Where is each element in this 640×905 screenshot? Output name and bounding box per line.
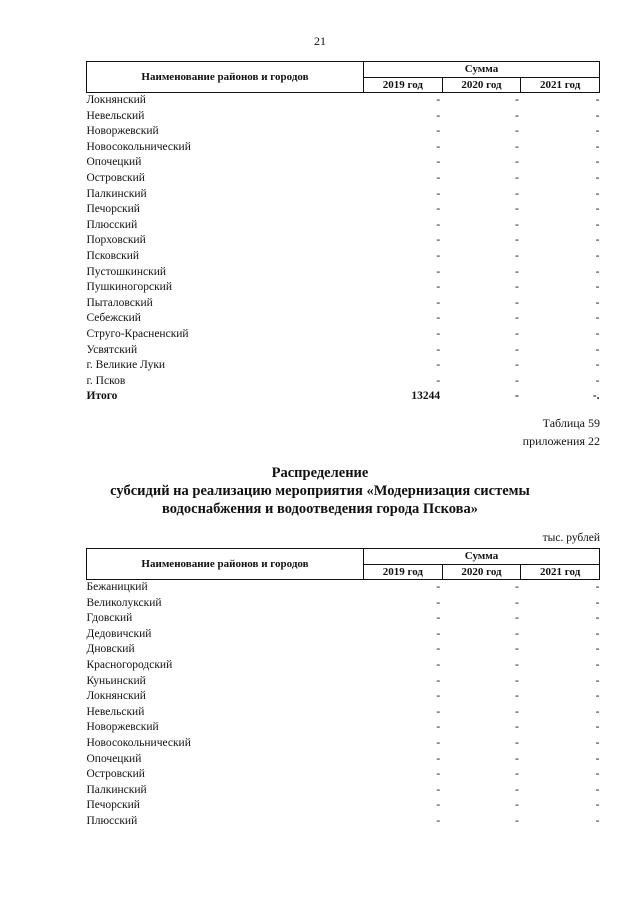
cell-2021: -: [595, 249, 600, 262]
table-row: [87, 311, 600, 327]
districts-table-1: [86, 61, 600, 405]
cell-name: Порховский: [86, 234, 146, 247]
table-row: [87, 689, 600, 705]
table-row: [87, 627, 600, 643]
cell-2019: -: [436, 581, 441, 593]
districts-table-2: [86, 548, 600, 830]
cell-2019: -: [436, 343, 441, 356]
cell-2019: -: [436, 218, 441, 231]
cell-2021: -: [595, 203, 600, 216]
cell-2021: -: [595, 171, 600, 184]
table-row: [87, 93, 600, 109]
cell-name: Невельский: [86, 705, 145, 718]
cell-name: Островский: [86, 768, 145, 781]
table-row: [87, 202, 600, 218]
cell-2019: -: [436, 94, 441, 106]
cell-2019: -: [436, 799, 441, 812]
table-row: [87, 736, 600, 752]
cell-2021: -: [595, 814, 600, 827]
column-header-2021: 2021 год: [521, 77, 600, 93]
cell-2021: -: [595, 187, 600, 200]
total-cell-name: Итого: [86, 390, 118, 403]
table-1-body: [87, 93, 600, 405]
cell-2020: -: [514, 296, 519, 309]
table-row: [87, 596, 600, 612]
total-cell-2019: 13244: [411, 390, 441, 403]
column-header-sum: Сумма: [364, 62, 600, 78]
cell-name: Новосокольнический: [86, 140, 191, 153]
cell-2020: -: [514, 643, 519, 656]
cell-2020: -: [514, 783, 519, 796]
table-row: [87, 658, 600, 674]
cell-2020: -: [514, 612, 519, 625]
cell-2020: -: [514, 768, 519, 781]
cell-name: Великолукский: [86, 596, 162, 609]
cell-name: Новосокольнический: [86, 736, 191, 749]
cell-2019: -: [436, 690, 441, 703]
table-row: [87, 752, 600, 768]
cell-name: Опочецкий: [86, 752, 142, 765]
cell-2020: -: [514, 814, 519, 827]
cell-2020: -: [514, 721, 519, 734]
table-row: [87, 155, 600, 171]
cell-2021: -: [595, 612, 600, 625]
cell-2020: -: [514, 674, 519, 687]
cell-2019: -: [436, 596, 441, 609]
table-number-label: Таблица 59: [542, 416, 600, 430]
cell-name: Невельский: [86, 109, 145, 122]
total-cell-2021: -.: [592, 390, 600, 403]
cell-2021: -: [595, 705, 600, 718]
cell-2019: -: [436, 643, 441, 656]
cell-name: Пустошкинский: [86, 265, 167, 278]
cell-2020: -: [514, 690, 519, 703]
cell-name: Печорский: [86, 799, 140, 812]
cell-name: Новоржевский: [86, 125, 159, 138]
cell-2020: -: [514, 752, 519, 765]
cell-2020: -: [514, 799, 519, 812]
cell-2021: -: [595, 156, 600, 169]
cell-2021: -: [595, 327, 600, 340]
cell-2020: -: [514, 736, 519, 749]
cell-2020: -: [514, 218, 519, 231]
cell-2020: -: [514, 156, 519, 169]
cell-2020: -: [514, 109, 519, 122]
cell-2021: -: [595, 234, 600, 247]
cell-2020: -: [514, 581, 519, 593]
table-row: [87, 358, 600, 374]
cell-2020: -: [514, 94, 519, 106]
cell-name: Пушкиногорский: [86, 281, 172, 294]
cell-2021: -: [595, 140, 600, 153]
table-row: [87, 767, 600, 783]
cell-2019: -: [436, 814, 441, 827]
cell-2019: -: [436, 296, 441, 309]
cell-name: г. Псков: [86, 374, 126, 387]
table-row: [87, 140, 600, 156]
total-row: [87, 389, 600, 405]
column-header-name: Наименование районов и городов: [87, 549, 364, 580]
cell-name: Плюсский: [86, 814, 138, 827]
cell-name: Палкинский: [86, 783, 147, 796]
cell-2020: -: [514, 705, 519, 718]
cell-2021: -: [595, 752, 600, 765]
cell-2020: -: [514, 249, 519, 262]
cell-2021: -: [595, 218, 600, 231]
cell-2019: -: [436, 721, 441, 734]
units-label: тыс. рублей: [542, 532, 600, 544]
cell-2019: -: [436, 705, 441, 718]
cell-2021: -: [595, 312, 600, 325]
cell-2019: -: [436, 658, 441, 671]
cell-2021: -: [595, 736, 600, 749]
cell-2019: -: [436, 374, 441, 387]
cell-name: Гдовский: [86, 612, 133, 625]
cell-name: Новоржевский: [86, 721, 159, 734]
cell-2021: -: [595, 799, 600, 812]
cell-name: Локнянский: [86, 94, 146, 106]
section-title-line-1: Распределение: [271, 465, 369, 481]
cell-2019: -: [436, 125, 441, 138]
cell-2019: -: [436, 140, 441, 153]
cell-name: Печорский: [86, 203, 140, 216]
table-row: [87, 296, 600, 312]
column-header-2020: 2020 год: [442, 77, 521, 93]
cell-name: Дедовичский: [86, 627, 152, 640]
cell-2019: -: [436, 627, 441, 640]
column-header-sum: Сумма: [364, 549, 600, 565]
table-row: [87, 611, 600, 627]
table-row: [87, 783, 600, 799]
cell-2019: -: [436, 249, 441, 262]
table-row: [87, 580, 600, 596]
table-row: [87, 327, 600, 343]
cell-2019: -: [436, 156, 441, 169]
cell-2021: -: [595, 768, 600, 781]
table-row: [87, 343, 600, 359]
cell-name: Струго-Красненский: [86, 327, 189, 340]
cell-2021: -: [595, 125, 600, 138]
cell-2021: -: [595, 94, 600, 106]
cell-2021: -: [595, 374, 600, 387]
cell-name: Плюсский: [86, 218, 138, 231]
cell-2021: -: [595, 581, 600, 593]
column-header-2020: 2020 год: [442, 564, 521, 580]
cell-name: Палкинский: [86, 187, 147, 200]
cell-2020: -: [514, 327, 519, 340]
cell-2020: -: [514, 265, 519, 278]
total-cell-2020: -: [514, 390, 519, 403]
table-row: [87, 187, 600, 203]
column-header-name: Наименование районов и городов: [87, 62, 364, 93]
section-title-line-3: водоснабжения и водоотведения города Пскова»: [161, 501, 479, 517]
cell-2020: -: [514, 312, 519, 325]
cell-2019: -: [436, 187, 441, 200]
cell-2020: -: [514, 596, 519, 609]
table-2-body: [87, 580, 600, 830]
cell-2019: -: [436, 783, 441, 796]
cell-2021: -: [595, 690, 600, 703]
cell-2019: -: [436, 265, 441, 278]
table-row: [87, 674, 600, 690]
table-row: [87, 814, 600, 830]
column-header-2019: 2019 год: [364, 77, 443, 93]
table-row: [87, 233, 600, 249]
cell-2020: -: [514, 374, 519, 387]
section-title-line-2: субсидий на реализацию мероприятия «Модернизация системы: [110, 483, 530, 499]
cell-2021: -: [595, 281, 600, 294]
cell-2020: -: [514, 658, 519, 671]
table-row: [87, 218, 600, 234]
cell-2020: -: [514, 203, 519, 216]
table-row: [87, 374, 600, 390]
cell-2021: -: [595, 596, 600, 609]
cell-2019: -: [436, 281, 441, 294]
cell-2021: -: [595, 643, 600, 656]
cell-name: Псковский: [86, 249, 140, 262]
cell-2019: -: [436, 768, 441, 781]
cell-2021: -: [595, 359, 600, 372]
table-row: [87, 265, 600, 281]
cell-name: Усвятский: [86, 343, 138, 356]
cell-2020: -: [514, 125, 519, 138]
cell-name: Себежский: [86, 312, 141, 325]
cell-name: г. Великие Луки: [86, 359, 166, 372]
cell-2020: -: [514, 359, 519, 372]
column-header-2021: 2021 год: [521, 564, 600, 580]
table-row: [87, 249, 600, 265]
cell-2019: -: [436, 612, 441, 625]
cell-2020: -: [514, 171, 519, 184]
table-row: [87, 798, 600, 814]
cell-2019: -: [436, 327, 441, 340]
cell-2020: -: [514, 627, 519, 640]
cell-2019: -: [436, 752, 441, 765]
cell-2021: -: [595, 783, 600, 796]
page-number: 21: [314, 34, 326, 48]
cell-name: Локнянский: [86, 690, 146, 703]
cell-2021: -: [595, 265, 600, 278]
cell-2019: -: [436, 312, 441, 325]
cell-2019: -: [436, 109, 441, 122]
cell-2019: -: [436, 674, 441, 687]
cell-name: Опочецкий: [86, 156, 142, 169]
table-row: [87, 171, 600, 187]
cell-2021: -: [595, 721, 600, 734]
cell-2019: -: [436, 234, 441, 247]
cell-name: Пыталовский: [86, 296, 153, 309]
table-row: [87, 720, 600, 736]
table-row: [87, 705, 600, 721]
cell-2019: -: [436, 203, 441, 216]
table-row: [87, 642, 600, 658]
cell-2019: -: [436, 359, 441, 372]
cell-2019: -: [436, 171, 441, 184]
table-row: [87, 280, 600, 296]
cell-2021: -: [595, 674, 600, 687]
cell-name: Островский: [86, 171, 145, 184]
cell-2020: -: [514, 281, 519, 294]
cell-2021: -: [595, 109, 600, 122]
column-header-2019: 2019 год: [364, 564, 443, 580]
cell-2020: -: [514, 140, 519, 153]
cell-name: Красногородский: [86, 658, 173, 671]
cell-2021: -: [595, 627, 600, 640]
cell-name: Бежаницкий: [86, 581, 148, 593]
cell-2020: -: [514, 343, 519, 356]
cell-2019: -: [436, 736, 441, 749]
cell-2020: -: [514, 187, 519, 200]
cell-name: Дновский: [86, 643, 135, 656]
cell-2020: -: [514, 234, 519, 247]
appendix-label: приложения 22: [522, 434, 600, 448]
cell-2021: -: [595, 296, 600, 309]
cell-2021: -: [595, 343, 600, 356]
table-row: [87, 109, 600, 125]
cell-name: Куньинский: [86, 674, 146, 687]
table-row: [87, 124, 600, 140]
cell-2021: -: [595, 658, 600, 671]
